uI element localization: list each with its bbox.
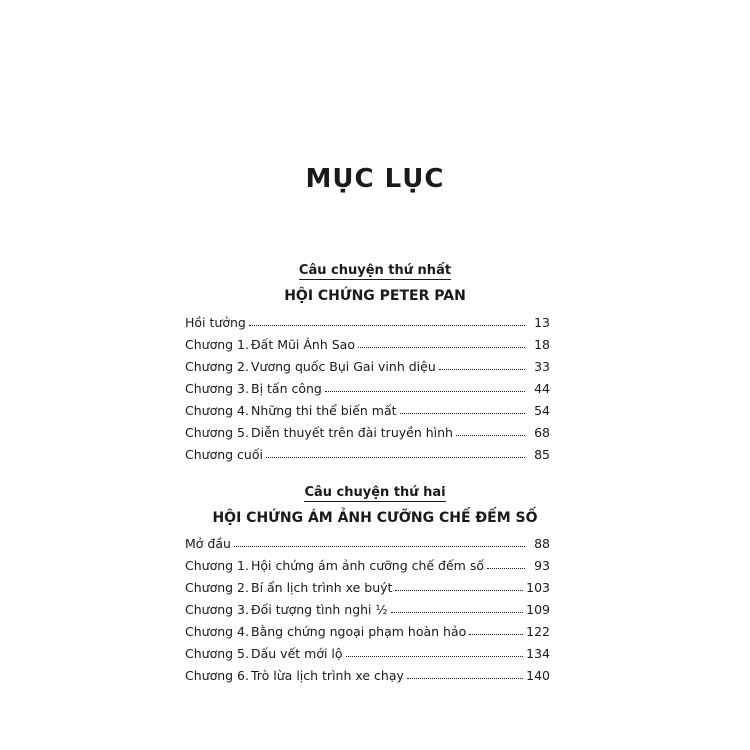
toc-entry (185, 354, 550, 374)
page-number: 122 (526, 624, 550, 639)
chapter-number: Chương 1. (185, 337, 249, 352)
dot-leader (407, 677, 523, 679)
dot-leader (346, 655, 524, 657)
chapter-title: Chương cuối (185, 447, 263, 462)
page-number: 88 (534, 536, 550, 551)
chapter-title: Bị tấn công (251, 381, 322, 396)
page-number: 134 (526, 646, 550, 661)
page-number: 109 (526, 602, 550, 617)
page-number: 85 (534, 447, 550, 462)
chapter-number: Chương 2. (185, 580, 249, 595)
chapter-title: Trò lừa lịch trình xe chạy (251, 668, 404, 683)
dot-leader (234, 545, 525, 547)
page-number: 68 (534, 425, 550, 440)
page-number: 54 (534, 403, 550, 418)
toc-entry (185, 420, 550, 440)
dot-leader (358, 346, 525, 348)
chapter-number: Chương 2. (185, 359, 249, 374)
dot-leader (469, 633, 523, 635)
chapter-title: Hội chứng ám ảnh cưỡng chế đếm số (251, 558, 484, 573)
dot-leader (249, 324, 525, 326)
chapter-number: Chương 5. (185, 425, 249, 440)
page-title: MỤC LỤC (305, 164, 445, 194)
chapter-title: Hồi tưởng (185, 315, 246, 330)
chapter-number: Chương 4. (185, 624, 249, 639)
chapter-number: Chương 5. (185, 646, 249, 661)
dot-leader (391, 611, 524, 613)
dot-leader (266, 456, 525, 458)
toc-entry (185, 641, 550, 661)
page-number: 103 (526, 580, 550, 595)
story-2-title: HỘI CHỨNG ÁM ẢNH CƯỠNG CHẾ ĐẾM SỐ (212, 510, 538, 526)
chapter-number: Chương 3. (185, 602, 249, 617)
dot-leader (325, 390, 525, 392)
chapter-title: Bí ẩn lịch trình xe buýt (251, 580, 393, 595)
dot-leader (400, 412, 525, 414)
toc-entry (185, 442, 550, 462)
page-number: 18 (534, 337, 550, 352)
page-number: 93 (534, 558, 550, 573)
chapter-number: Chương 1. (185, 558, 249, 573)
toc-entry (185, 553, 550, 573)
chapter-title: Đối tượng tình nghi ½ (251, 602, 388, 617)
toc-entry (185, 376, 550, 396)
toc-entry (185, 597, 550, 617)
chapter-title: Những thi thể biến mất (251, 403, 397, 418)
page-number: 44 (534, 381, 550, 396)
chapter-title: Vương quốc Bụi Gai vinh diệu (251, 359, 436, 374)
chapter-title: Diễn thuyết trên đài truyền hình (251, 425, 453, 440)
chapter-title: Dấu vết mới lộ (251, 646, 343, 661)
story-2-label-text: Câu chuyện thứ hai (304, 485, 446, 500)
chapter-title: Mở đầu (185, 536, 231, 551)
dot-leader (456, 434, 525, 436)
dot-leader (487, 567, 525, 569)
page-number: 33 (534, 359, 550, 374)
story-1-label-text: Câu chuyện thứ nhất (298, 263, 452, 278)
chapter-number: Chương 6. (185, 668, 249, 683)
dot-leader (439, 368, 525, 370)
story-2-label (0, 485, 750, 500)
chapter-title: Đất Mũi Ánh Sao (251, 337, 355, 352)
toc-entry (185, 398, 550, 418)
story-1-title: HỘI CHỨNG PETER PAN (284, 288, 466, 304)
toc-entry (185, 575, 550, 595)
chapter-number: Chương 3. (185, 381, 249, 396)
page-number: 13 (534, 315, 550, 330)
toc-entry (185, 663, 550, 683)
chapter-title: Bằng chứng ngoại phạm hoàn hảo (251, 624, 467, 639)
story-1-label (0, 263, 750, 278)
toc-entry (185, 332, 550, 352)
chapter-number: Chương 4. (185, 403, 249, 418)
page-number: 140 (526, 668, 550, 683)
toc-entry (185, 531, 550, 551)
dot-leader (395, 589, 523, 591)
toc-entry (185, 619, 550, 639)
toc-entry (185, 310, 550, 330)
